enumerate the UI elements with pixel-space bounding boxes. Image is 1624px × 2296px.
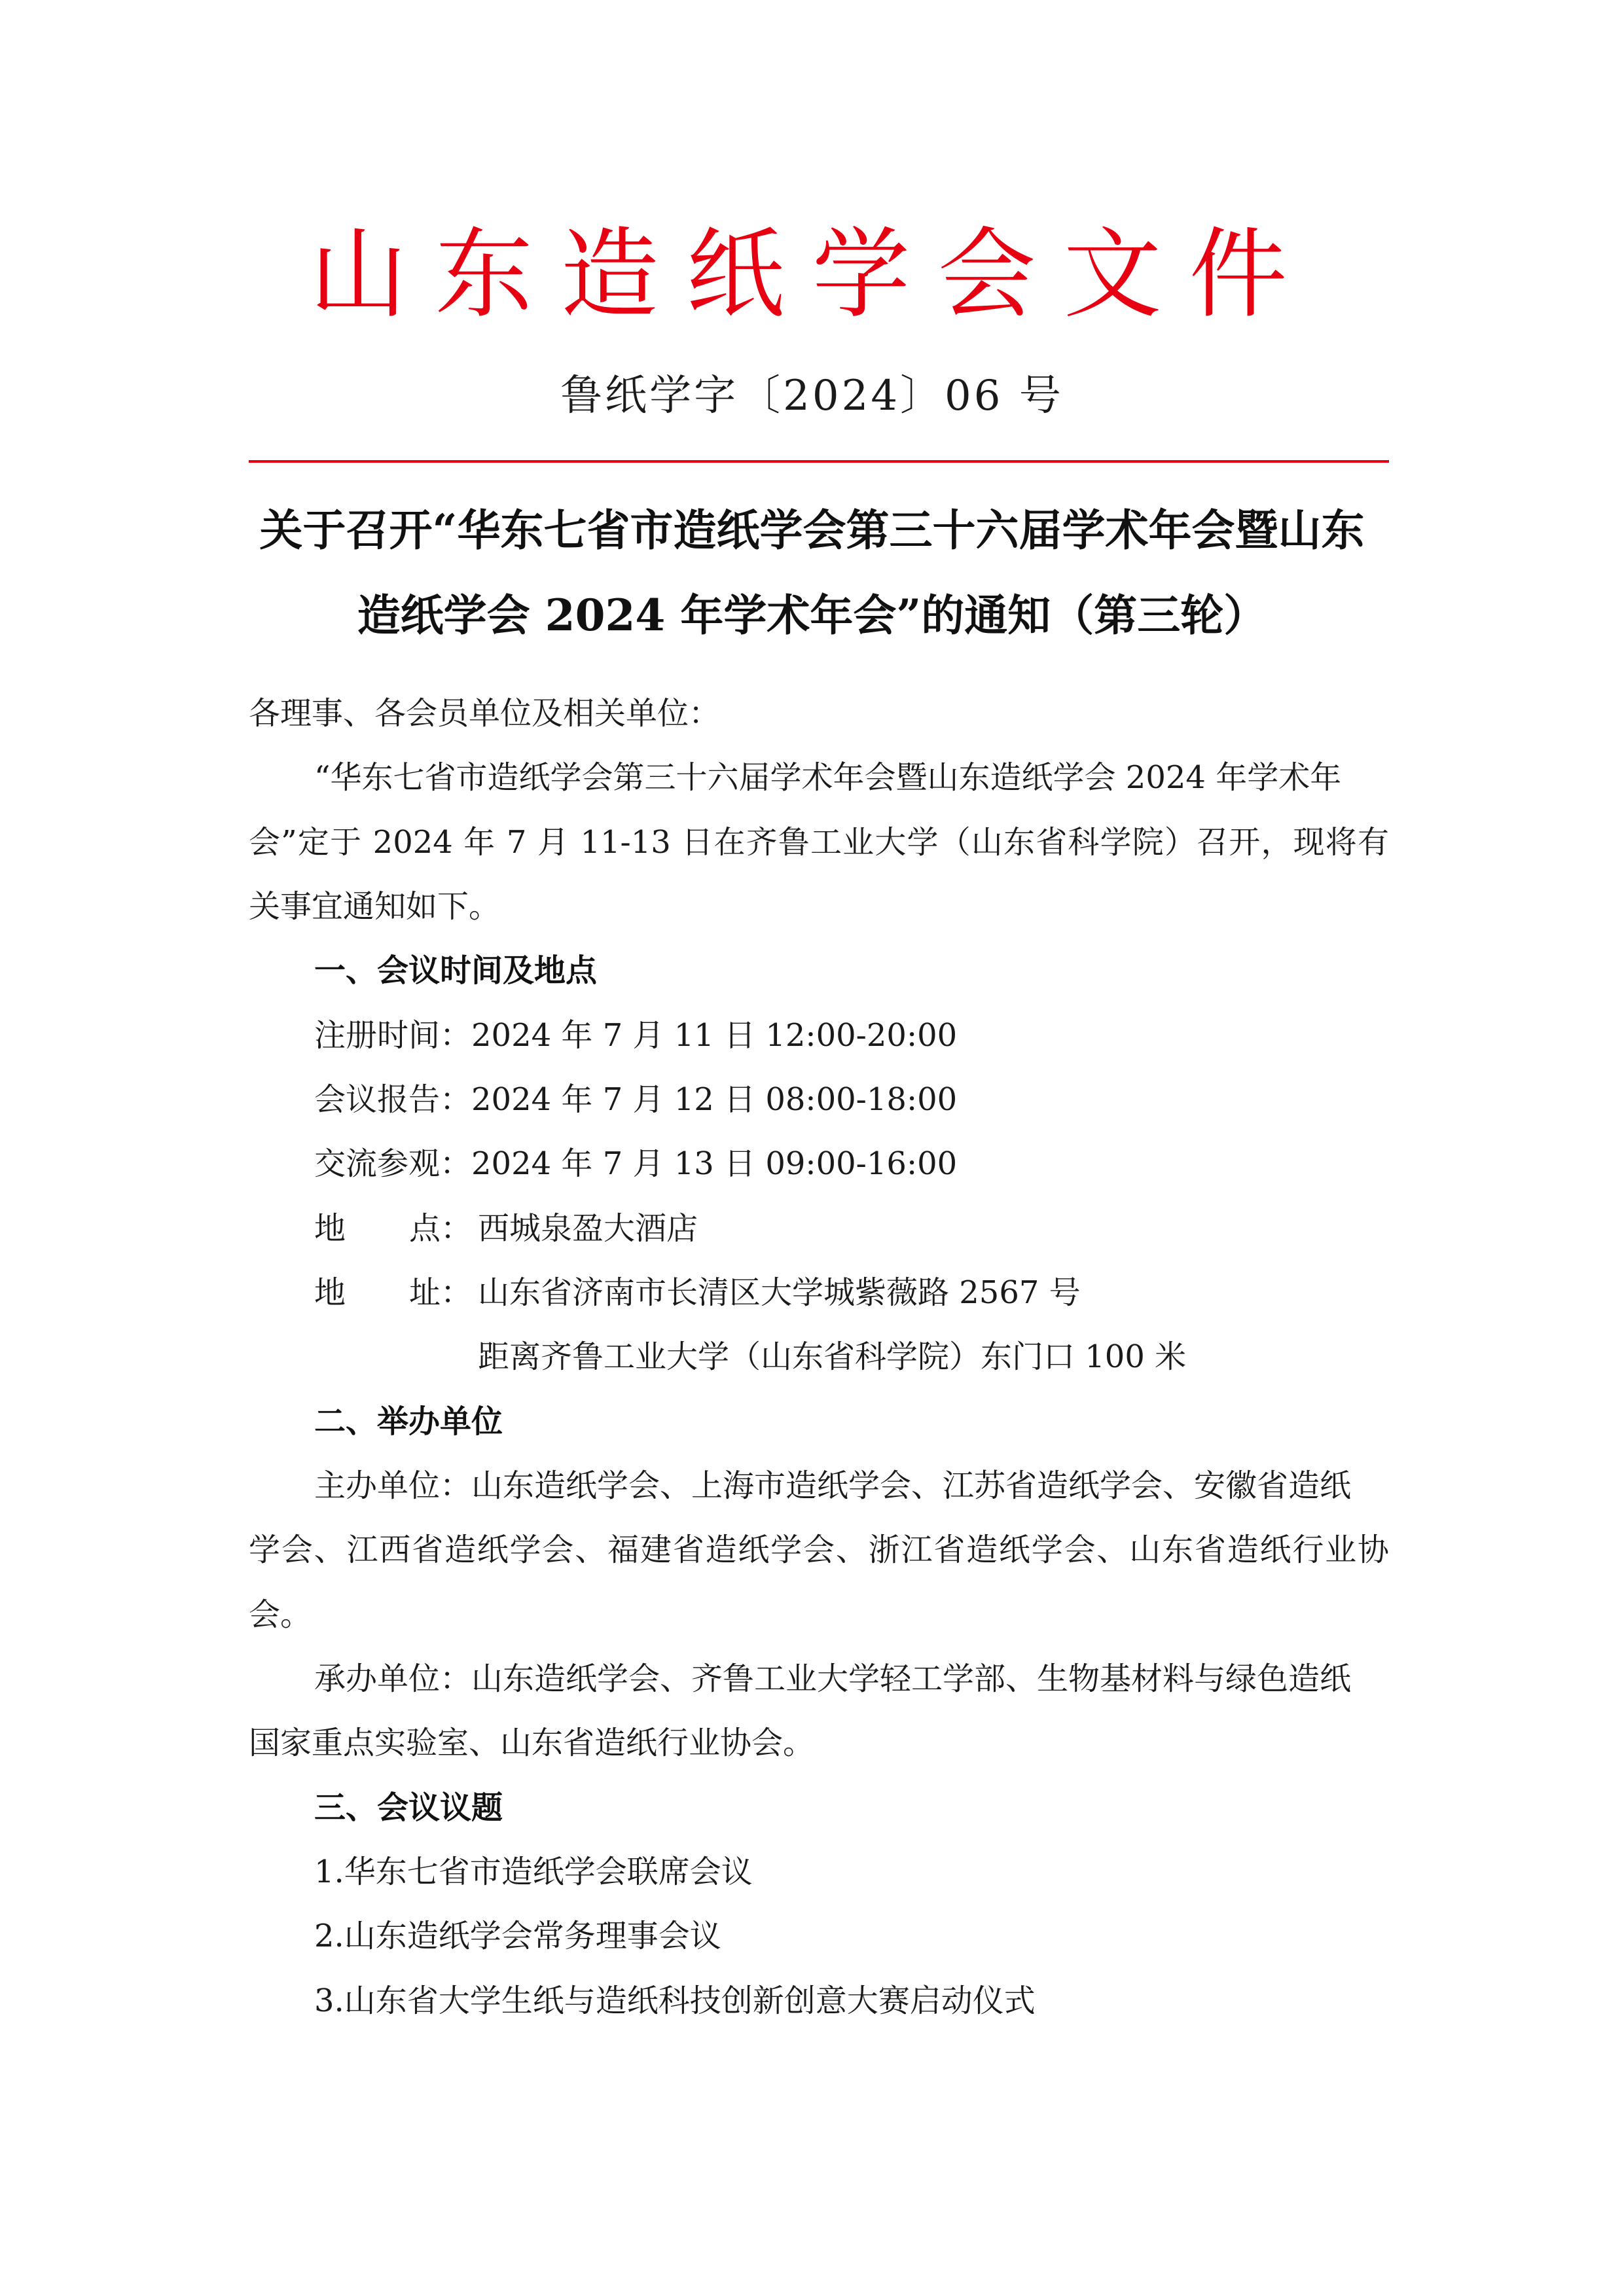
schedule-value: 2024 年 7 月 11 日 12:00-20:00 <box>471 1017 958 1054</box>
schedule-value: 2024 年 7 月 13 日 09:00-16:00 <box>471 1145 958 1182</box>
document-number: 鲁纸学字〔2024〕06 号 <box>560 372 1064 420</box>
sponsor-line-2: 学会、江西省造纸学会、福建省造纸学会、浙江省造纸学会、山东省造纸行业协 <box>249 1532 1389 1568</box>
notice-title-line-1: 关于召开“华东七省市造纸学会第三十六届学术年会暨山东 <box>259 505 1365 556</box>
schedule-item-report <box>314 1080 957 1119</box>
topic-item: 1.华东七省市造纸学会联席会议 <box>314 1854 753 1890</box>
section-3-heading: 三、会议议题 <box>314 1789 503 1826</box>
schedule-label: 注册时间： <box>314 1017 472 1054</box>
schedule-value: 2024 年 7 月 12 日 08:00-18:00 <box>471 1081 958 1118</box>
sponsor-line-3: 会。 <box>249 1596 312 1633</box>
intro-paragraph-line-2: 会”定于 2024 年 7 月 11-13 日在齐鲁工业大学（山东省科学院）召开，现将有 <box>249 824 1389 861</box>
intro-paragraph-line-1: “华东七省市造纸学会第三十六届学术年会暨山东造纸学会 2024 年学术年 <box>314 759 1342 796</box>
section-2-heading: 二、举办单位 <box>314 1403 503 1440</box>
sponsor-line-1: 主办单位：山东造纸学会、上海市造纸学会、江苏省造纸学会、安徽省造纸 <box>314 1467 1352 1504</box>
organization-header: 山东造纸学会文件 <box>309 218 1315 332</box>
organizer-line-1: 承办单位：山东造纸学会、齐鲁工业大学轻工学部、生物基材料与绿色造纸 <box>314 1660 1352 1697</box>
schedule-item-registration <box>314 1016 957 1055</box>
topic-item: 2.山东造纸学会常务理事会议 <box>314 1918 721 1954</box>
salutation: 各理事、各会员单位及相关单位： <box>249 695 721 732</box>
address-label: 地 址： <box>314 1274 473 1311</box>
intro-paragraph-line-3: 关事宜通知如下。 <box>249 888 501 925</box>
topic-item: 3.山东省大学生纸与造纸科技创新创意大赛启动仪式 <box>314 1982 1036 2019</box>
schedule-label: 交流参观： <box>314 1145 472 1182</box>
address-value-line-1: 山东省济南市长清区大学城紫薇路 2567 号 <box>478 1274 1081 1311</box>
address-row <box>314 1273 1081 1312</box>
schedule-label: 会议报告： <box>314 1081 472 1118</box>
schedule-item-visit <box>314 1144 957 1183</box>
notice-title-line-2: 造纸学会 2024 年学术年会”的通知（第三轮） <box>357 590 1267 641</box>
address-value-line-2: 距离齐鲁工业大学（山东省科学院）东门口 100 米 <box>478 1338 1187 1375</box>
venue-label: 地 点： <box>314 1210 473 1247</box>
venue-value: 西城泉盈大酒店 <box>478 1210 698 1247</box>
red-divider-line <box>249 460 1389 463</box>
organizer-line-2: 国家重点实验室、山东省造纸行业协会。 <box>249 1725 815 1761</box>
section-1-heading: 一、会议时间及地点 <box>314 952 598 989</box>
venue-row <box>314 1209 698 1248</box>
